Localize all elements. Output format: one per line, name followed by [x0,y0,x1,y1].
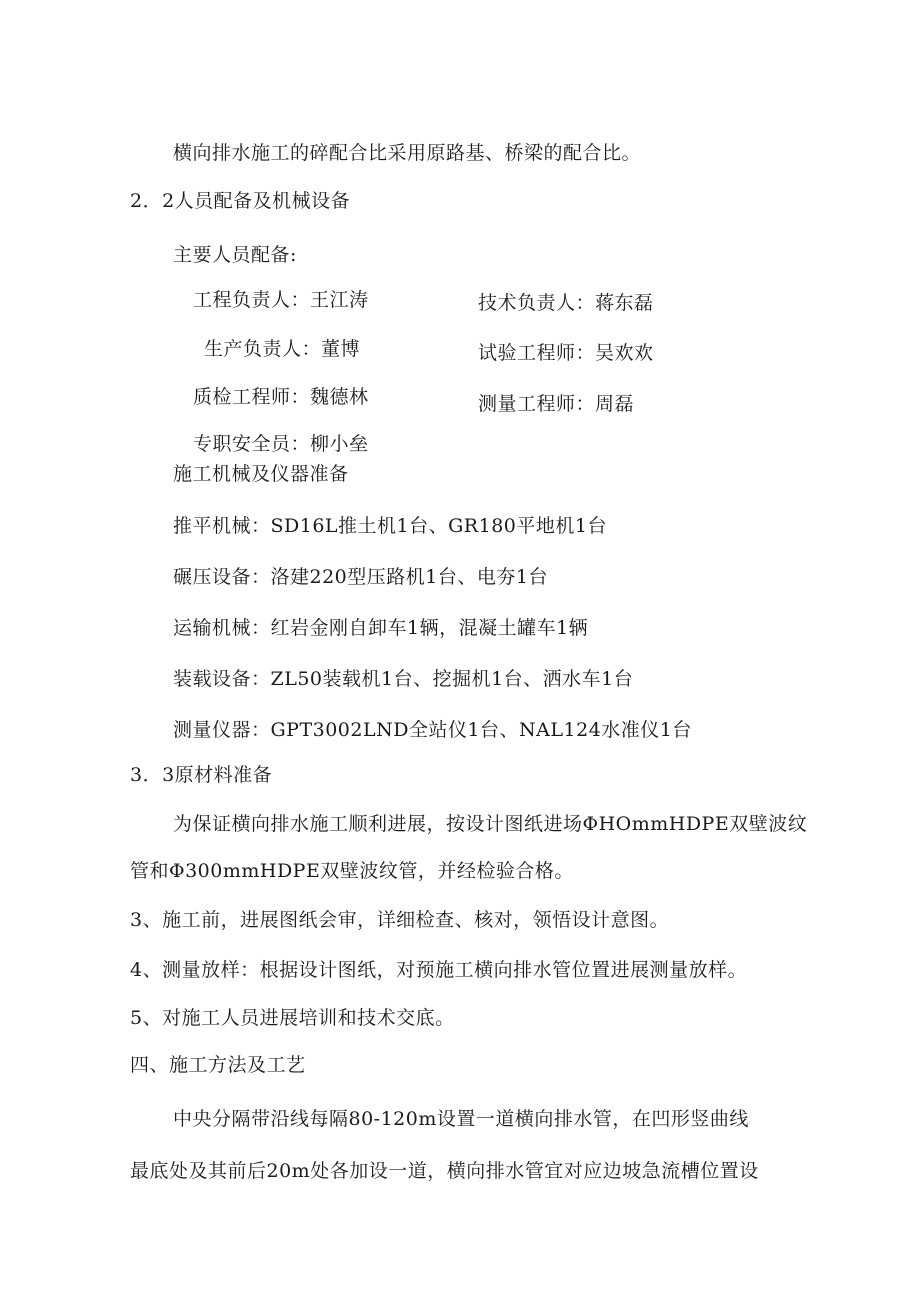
machinery-heading: 施工机械及仪器准备 [173,463,349,485]
machinery-transport: 运输机械：红岩金刚自卸车1辆，混凝土罐车1辆 [173,617,589,639]
prep-item-3: 3、施工前，进展图纸会审，详细检查、核对，领悟设计意图。 [130,909,670,931]
section-heading-3-3: 3．3原材料准备 [130,764,273,786]
staff-engineer-in-charge: 工程负责人：王江涛 [193,289,369,311]
staff-safety-officer: 专职安全员：柳小垒 [193,433,369,455]
staff-heading: 主要人员配备: [173,244,297,266]
staff-production-lead: 生产负责人：董博 [204,338,361,360]
machinery-loading: 装载设备：ZL50装载机1台、挖掘机1台、洒水车1台 [173,668,634,690]
staff-qc-engineer: 质检工程师：魏德林 [193,386,369,408]
section-heading-4: 四、施工方法及工艺 [130,1054,306,1076]
method-paragraph-line-2: 最底处及其前后20m处各加设一道，横向排水管宜对应边坡急流槽位置设 [130,1160,759,1182]
prep-item-5: 5、对施工人员进展培训和技术交底。 [130,1007,455,1029]
method-paragraph-line-1: 中央分隔带沿线每隔80-120m设置一道横向排水管，在凹形竖曲线 [173,1108,749,1130]
section-heading-2-2: 2．2人员配备及机械设备 [130,190,351,212]
material-paragraph-line-1: 为保证横向排水施工顺利进展，按设计图纸进场ΦHOmmHDPE双壁波纹 [173,813,808,835]
machinery-leveling: 推平机械：SD16L推土机1台、GR180平地机1台 [173,515,607,537]
machinery-survey-instruments: 测量仪器：GPT3002LND全站仪1台、NAL124水准仪1台 [173,719,692,741]
material-paragraph-line-2: 管和Φ300mmHDPE双壁波纹管，并经检验合格。 [130,860,574,882]
intro-paragraph: 横向排水施工的碎配合比采用原路基、桥梁的配合比。 [173,142,642,164]
staff-technical-lead: 技术负责人：蒋东磊 [478,292,654,314]
machinery-compaction: 碾压设备：洛建220型压路机1台、电夯1台 [173,566,548,588]
staff-test-engineer: 试验工程师：吴欢欢 [478,342,654,364]
prep-item-4: 4、测量放样：根据设计图纸，对预施工横向排水管位置进展测量放样。 [130,959,748,981]
staff-survey-engineer: 测量工程师：周磊 [478,393,635,415]
